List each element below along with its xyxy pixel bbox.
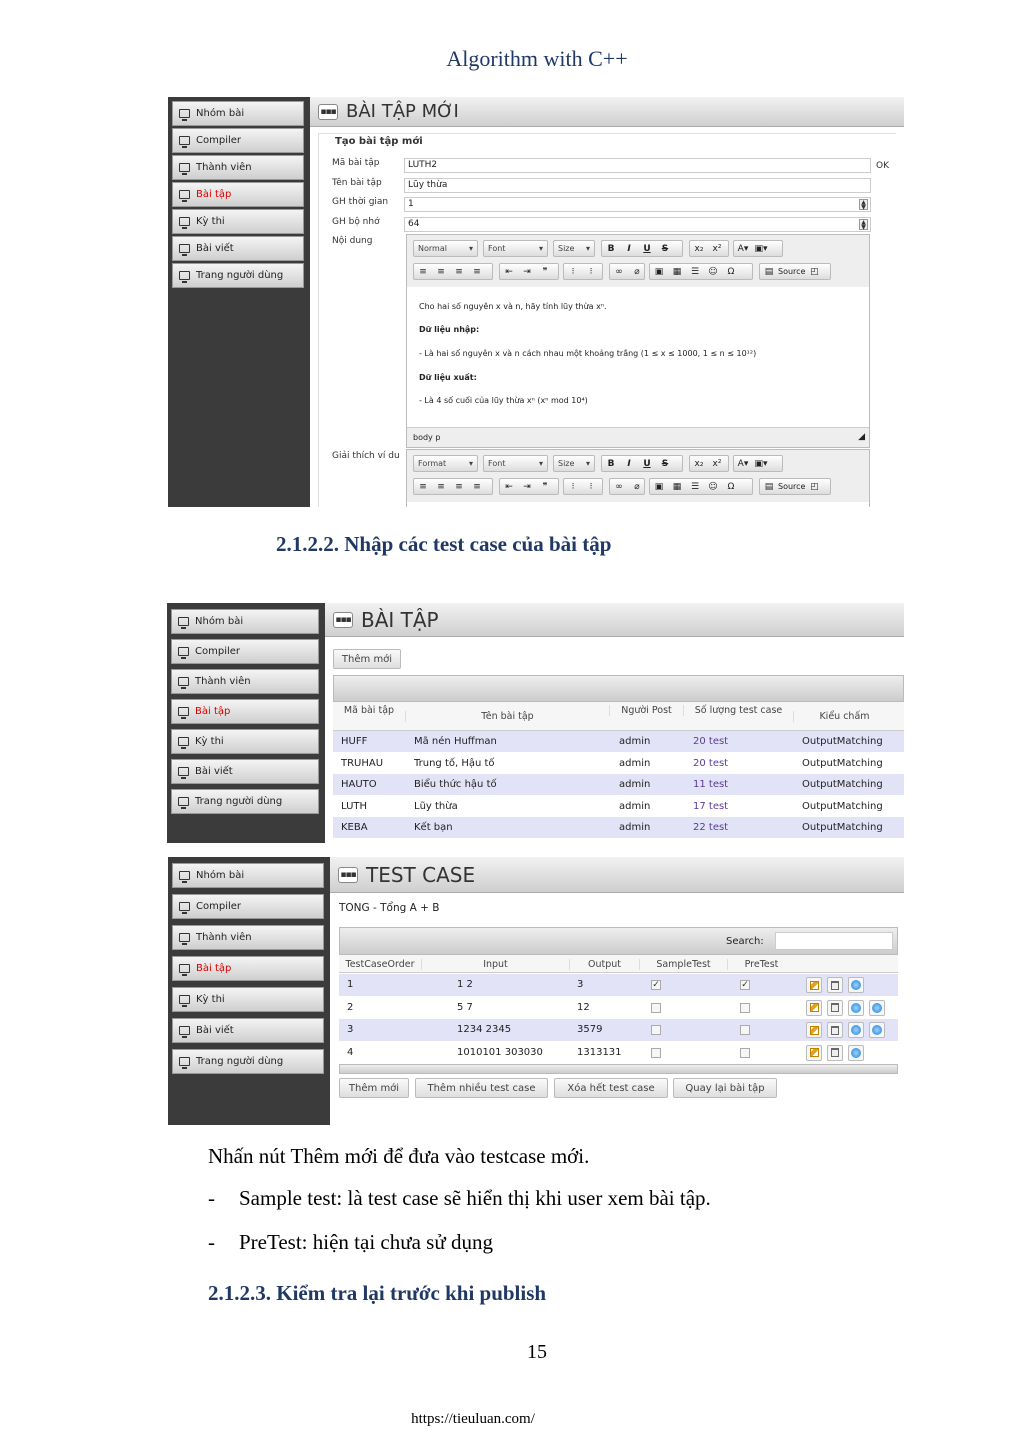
sidebar	[167, 603, 325, 843]
smiley-icon[interactable]: ☺	[708, 481, 718, 492]
table-icon[interactable]: ▦	[672, 266, 682, 277]
monitor-icon	[178, 737, 189, 746]
text-style-group[interactable]	[601, 455, 683, 472]
testcase-table-body	[339, 974, 898, 1064]
color-group[interactable]	[733, 240, 783, 257]
move-icon[interactable]	[848, 1045, 864, 1061]
table-row[interactable]	[333, 753, 904, 774]
sidebar-item[interactable]	[172, 863, 324, 888]
section-heading: 2.1.2.2. Nhập các test case của bài tập	[276, 532, 612, 556]
font-select[interactable]: Font ▾	[483, 455, 548, 472]
sidebar-item[interactable]	[171, 729, 319, 754]
sample-test-checkbox[interactable]: ✓	[652, 980, 660, 990]
column-header[interactable]: Input	[421, 959, 569, 970]
table-row[interactable]	[339, 974, 898, 996]
table-cell: OutputMatching	[802, 779, 883, 790]
numbered-list-icon[interactable]: ⁝	[571, 266, 575, 277]
table-row[interactable]	[333, 796, 904, 817]
sidebar-item[interactable]	[172, 925, 324, 950]
delete-icon[interactable]	[827, 977, 843, 993]
indent-group[interactable]	[499, 478, 559, 495]
exercise-name-input[interactable]: Lũy thừa	[404, 178, 871, 193]
input-cell: 1234 2345	[457, 1024, 512, 1035]
sidebar-item[interactable]	[171, 699, 319, 724]
monitor-icon	[179, 163, 190, 172]
testcase-count-link[interactable]: 20 test	[693, 736, 729, 747]
monitor-icon	[179, 964, 190, 973]
smiley-icon[interactable]: ☺	[708, 266, 718, 277]
monitor-icon	[179, 1057, 190, 1066]
sidebar-item-label: Compiler	[196, 901, 242, 912]
monitor-icon	[179, 902, 190, 911]
editor-toolbar	[407, 235, 869, 287]
field-label-name: Tên bài tập	[332, 178, 382, 188]
table-row[interactable]	[333, 774, 904, 795]
monitor-icon	[179, 995, 190, 1004]
delete-icon[interactable]	[827, 1022, 843, 1038]
table-cell: HAUTO	[341, 779, 377, 790]
sidebar-item[interactable]	[171, 609, 319, 634]
bg-color-icon[interactable]: ▣▾	[754, 458, 768, 469]
image-icon[interactable]: ▣	[654, 481, 664, 492]
bullet-dash: -	[208, 1186, 215, 1210]
monitor-icon	[179, 933, 190, 942]
image-icon[interactable]: ▣	[654, 266, 664, 277]
sidebar-item-label: Thành viên	[196, 162, 252, 173]
add-new-button[interactable]: Thêm mới	[333, 649, 401, 669]
indent-icon[interactable]: ⇥	[523, 266, 531, 277]
column-header[interactable]: Output	[569, 959, 639, 970]
bullet-item: PreTest: hiện tại chưa sử dụng	[239, 1230, 493, 1254]
column-header[interactable]: PreTest	[727, 959, 795, 970]
sidebar-item[interactable]	[171, 639, 319, 664]
pre-test-checkbox[interactable]: ✓	[741, 980, 749, 990]
ok-indicator: OK	[876, 161, 889, 171]
sidebar-item-label: Trang người dùng	[196, 1056, 284, 1067]
page-title: BÀI TẬP MỚI	[346, 101, 459, 122]
format-select[interactable]: Format ▾	[413, 455, 478, 472]
order-cell: 4	[347, 1046, 354, 1058]
element-path: body p	[413, 433, 441, 442]
align-group[interactable]	[413, 263, 493, 280]
table-row[interactable]	[333, 731, 904, 752]
sidebar-item-label: Trang người dùng	[195, 796, 283, 807]
memory-limit-input[interactable]: 64 ▲ ▼	[404, 217, 871, 232]
align-right-icon[interactable]: ≡	[455, 481, 463, 492]
align-left-icon[interactable]: ≡	[419, 266, 427, 277]
sidebar-item[interactable]	[172, 1018, 324, 1043]
field-label-code: Mã bài tập	[332, 158, 380, 168]
order-cell: 2	[347, 1001, 354, 1013]
exercise-table-body	[333, 731, 904, 839]
monitor-icon	[179, 109, 190, 118]
sidebar-item-label: Bài viết	[196, 1025, 234, 1036]
source-button[interactable]: ▤ Source ◰	[759, 478, 831, 495]
monitor-icon	[178, 707, 189, 716]
grid-icon: ▪▪▪	[338, 867, 358, 883]
strike-icon[interactable]: S	[661, 458, 669, 469]
bullet-list-icon[interactable]: ⁝	[589, 266, 593, 277]
justify-icon[interactable]: ≡	[473, 481, 481, 492]
link-icon[interactable]: ∞	[615, 481, 623, 492]
example-editor[interactable]	[406, 449, 870, 507]
table-cell: Kết bạn	[414, 822, 453, 833]
align-group[interactable]	[413, 478, 493, 495]
sample-test-checkbox[interactable]	[651, 1025, 661, 1035]
table-cell: OutputMatching	[802, 757, 883, 769]
table-cell: LUTH	[341, 800, 368, 812]
content-editor[interactable]	[406, 234, 870, 448]
editor-statusbar	[407, 427, 869, 447]
sidebar-item-label: Nhóm bài	[196, 870, 245, 881]
output-cell: 1313131	[577, 1046, 622, 1058]
testcase-count-link[interactable]: 20 test	[693, 757, 729, 769]
edit-icon[interactable]	[806, 1045, 822, 1061]
grid-icon: ▪▪▪	[333, 612, 353, 628]
sidebar-item[interactable]	[172, 1049, 324, 1074]
resize-handle-icon[interactable]: ◢	[858, 432, 865, 442]
size-select[interactable]: Size ▾	[553, 240, 595, 257]
field-label-example: Giải thích ví du	[332, 451, 400, 461]
search-label: Search:	[726, 936, 764, 947]
delete-all-testcases-button[interactable]: Xóa hết test case	[554, 1078, 668, 1098]
unlink-icon[interactable]: ⌀	[634, 481, 640, 492]
table-footer	[339, 1064, 898, 1074]
testcase-count-link[interactable]: 22 test	[693, 822, 729, 833]
screenshot-new-exercise	[168, 97, 904, 507]
testcase-count-link[interactable]: 11 test	[693, 779, 729, 790]
sidebar-item-label: Bài viết	[195, 766, 233, 777]
table-cell: KEBA	[341, 822, 368, 833]
italic-icon[interactable]: I	[627, 458, 631, 469]
table-cell: admin	[619, 779, 651, 790]
sidebar-item[interactable]	[172, 987, 324, 1012]
format-select[interactable]: Normal ▾	[413, 240, 478, 257]
page-number: 15	[527, 1341, 547, 1363]
back-to-exercise-button[interactable]: Quay lại bài tập	[673, 1078, 777, 1098]
spinner-icon[interactable]: ▲ ▼	[859, 199, 868, 210]
sample-test-checkbox[interactable]	[651, 1048, 661, 1058]
table-cell: HUFF	[341, 736, 368, 747]
table-cell: Lũy thừa	[414, 800, 458, 812]
editor-line: Dữ liệu xuất:	[419, 373, 477, 382]
sample-test-checkbox[interactable]	[651, 1003, 661, 1013]
align-left-icon[interactable]: ≡	[419, 481, 427, 492]
special-char-icon[interactable]: Ω	[727, 266, 735, 277]
table-cell: OutputMatching	[802, 800, 883, 812]
column-header[interactable]: Kiểu chấm	[793, 711, 895, 722]
underline-icon[interactable]: U	[643, 243, 651, 254]
pre-test-checkbox[interactable]	[740, 1003, 750, 1013]
spinner-icon[interactable]: ▲ ▼	[859, 219, 868, 230]
link-group[interactable]	[609, 263, 645, 280]
subscript-icon[interactable]: x₂	[694, 243, 704, 254]
strike-icon[interactable]: S	[661, 243, 669, 254]
superscript-icon[interactable]: x²	[712, 243, 722, 254]
sidebar-item-label: Bài tập	[195, 706, 231, 717]
align-right-icon[interactable]: ≡	[455, 266, 463, 277]
indent-icon[interactable]: ⇥	[523, 481, 531, 492]
table-cell: admin	[619, 757, 651, 769]
sidebar	[168, 857, 330, 1125]
text-color-icon[interactable]: A▾	[737, 243, 749, 254]
sidebar-item-label: Compiler	[196, 135, 242, 146]
input-cell: 1 2	[457, 979, 473, 990]
monitor-icon	[178, 767, 189, 776]
form-legend: Tạo bài tập mới	[335, 136, 423, 147]
time-limit-input[interactable]: 1 ▲ ▼	[404, 197, 871, 212]
font-select[interactable]: Font ▾	[483, 240, 548, 257]
text-color-icon[interactable]: A▾	[737, 458, 749, 469]
table-cell: OutputMatching	[802, 736, 883, 747]
sidebar-item-label: Nhóm bài	[196, 108, 245, 119]
bullet-list-icon[interactable]: ⁝	[589, 481, 593, 492]
insert-group[interactable]	[649, 478, 753, 495]
superscript-icon[interactable]: x²	[712, 458, 722, 469]
field-label-memory: GH bộ nhớ	[332, 217, 380, 227]
numbered-list-icon[interactable]: ⁝	[571, 481, 575, 492]
sidebar-item[interactable]	[172, 263, 304, 288]
source-button[interactable]: ▤ Source ◰	[759, 263, 831, 280]
outdent-icon[interactable]: ⇤	[505, 266, 513, 277]
sidebar-item[interactable]	[172, 894, 324, 919]
special-char-icon[interactable]: Ω	[727, 481, 735, 492]
hr-icon[interactable]: ☰	[690, 481, 700, 492]
column-header[interactable]: Số lượng test case	[683, 705, 793, 716]
order-cell: 3	[347, 1024, 354, 1035]
section-heading: 2.1.2.3. Kiểm tra lại trước khi publish	[208, 1281, 547, 1305]
order-cell: 1	[347, 979, 354, 990]
search-input[interactable]	[775, 932, 893, 950]
move-icon[interactable]	[848, 977, 864, 993]
sidebar-item-label: Compiler	[195, 646, 241, 657]
table-toolbar	[333, 675, 904, 702]
insert-group[interactable]	[649, 263, 753, 280]
monitor-icon	[179, 271, 190, 280]
move-icon[interactable]	[869, 1000, 885, 1016]
sidebar	[168, 97, 310, 507]
edit-icon[interactable]	[806, 1000, 822, 1016]
field-label-content: Nội dung	[332, 236, 373, 246]
underline-icon[interactable]: U	[643, 458, 651, 469]
monitor-icon	[178, 677, 189, 686]
move-icon[interactable]	[848, 1022, 864, 1038]
table-cell: OutputMatching	[802, 822, 883, 833]
sidebar-item-label: Trang người dùng	[196, 270, 284, 281]
color-group[interactable]	[733, 455, 783, 472]
table-cell: Mã nén Huffman	[414, 736, 497, 747]
page-title: BÀI TẬP	[361, 607, 439, 632]
table-row[interactable]	[339, 1019, 898, 1041]
sidebar-item[interactable]	[172, 101, 304, 126]
blockquote-icon[interactable]: ❞	[542, 481, 548, 492]
table-cell: admin	[619, 736, 651, 747]
table-icon[interactable]: ▦	[672, 481, 682, 492]
sidebar-item-label: Bài tập	[196, 963, 232, 974]
editor-line: - Là hai số nguyên x và n cách nhau một khoảng trắng (1 ≤ x ≤ 1000, 1 ≤ n ≤ 10¹²)	[419, 349, 757, 358]
add-many-testcases-button[interactable]: Thêm nhiều test case	[415, 1078, 548, 1098]
bullet-dash: -	[208, 1230, 215, 1254]
table-row[interactable]	[333, 817, 904, 838]
exercise-subtitle: TONG - Tổng A + B	[339, 902, 440, 914]
screenshot-test-case	[168, 857, 904, 1125]
monitor-icon	[178, 797, 189, 806]
sidebar-item-label: Thành viên	[196, 932, 252, 943]
source-icon: ▤	[764, 481, 774, 492]
add-testcase-button[interactable]: Thêm mới	[339, 1078, 409, 1098]
monitor-icon	[179, 136, 190, 145]
outdent-icon[interactable]: ⇤	[505, 481, 513, 492]
title-bar	[330, 857, 904, 893]
source-icon: ▤	[764, 266, 774, 277]
sidebar-item[interactable]	[171, 759, 319, 784]
sidebar-item[interactable]	[172, 155, 304, 180]
list-group[interactable]	[563, 263, 603, 280]
monitor-icon	[178, 617, 189, 626]
title-bar	[325, 603, 904, 637]
monitor-icon	[179, 1026, 190, 1035]
editor-line: Cho hai số nguyên x và n, hãy tính lũy thừa xⁿ.	[419, 302, 607, 311]
bold-icon[interactable]: B	[607, 243, 615, 254]
table-cell: admin	[619, 822, 651, 833]
table-row[interactable]	[339, 1042, 898, 1064]
unlink-icon[interactable]: ⌀	[634, 266, 640, 277]
bullet-item: Sample test: là test case sẽ hiển thị khi user xem bài tập.	[239, 1186, 711, 1210]
table-cell: Biểu thức hậu tố	[414, 779, 497, 790]
column-header[interactable]: Tên bài tập	[405, 711, 609, 722]
sidebar-item[interactable]	[172, 182, 304, 207]
hr-icon[interactable]: ☰	[690, 266, 700, 277]
sidebar-item-label: Bài viết	[196, 243, 234, 254]
sidebar-item-label: Kỳ thi	[196, 994, 225, 1005]
sidebar-item-label: Bài tập	[196, 189, 232, 200]
move-icon[interactable]	[848, 1000, 864, 1016]
sidebar-item[interactable]	[171, 669, 319, 694]
page-title: TEST CASE	[366, 862, 476, 887]
table-toolbar	[339, 927, 898, 955]
editor-line: - Là 4 số cuối của lũy thừa xⁿ (xⁿ mod 10⁴)	[419, 396, 588, 405]
output-cell: 12	[577, 1001, 590, 1013]
page-header-title: Algorithm with C++	[446, 46, 628, 71]
monitor-icon	[179, 871, 190, 880]
pre-test-checkbox[interactable]	[740, 1048, 750, 1058]
monitor-icon	[179, 244, 190, 253]
sidebar-item-label: Thành viên	[195, 676, 251, 687]
sidebar-item-label: Nhóm bài	[195, 616, 244, 627]
size-select[interactable]: Size ▾	[553, 455, 595, 472]
link-icon[interactable]: ∞	[615, 266, 623, 277]
edit-icon[interactable]	[806, 977, 822, 993]
table-cell: TRUHAU	[341, 757, 384, 769]
bold-icon[interactable]: B	[607, 458, 615, 469]
table-cell: Trung tố, Hậu tố	[414, 757, 495, 769]
align-center-icon[interactable]: ≡	[437, 481, 445, 492]
sidebar-item-label: Kỳ thi	[195, 736, 224, 747]
paragraph: Nhấn nút Thêm mới để đưa vào testcase mới.	[208, 1144, 590, 1168]
column-header[interactable]: Người Post	[609, 705, 683, 716]
monitor-icon	[179, 217, 190, 226]
sidebar-item[interactable]	[172, 128, 304, 153]
sidebar-item[interactable]	[172, 236, 304, 261]
sidebar-item[interactable]	[171, 789, 319, 814]
bg-color-icon[interactable]: ▣▾	[754, 243, 768, 254]
grid-icon: ▪▪▪	[318, 104, 338, 120]
script-group[interactable]	[689, 240, 729, 257]
screenshot-exercise-list	[167, 603, 904, 843]
column-header[interactable]: TestCaseOrder	[345, 959, 415, 970]
input-cell: 5 7	[457, 1001, 473, 1013]
move-icon[interactable]	[869, 1022, 885, 1038]
subscript-icon[interactable]: x₂	[694, 458, 704, 469]
field-label-time: GH thời gian	[332, 197, 389, 207]
column-header[interactable]: Mã bài tập	[343, 705, 395, 716]
preview-icon[interactable]: ◰	[810, 481, 819, 492]
sidebar-item[interactable]	[172, 956, 324, 981]
text-style-group[interactable]	[601, 240, 683, 257]
italic-icon[interactable]: I	[627, 243, 631, 254]
edit-icon[interactable]	[806, 1022, 822, 1038]
column-header[interactable]: SampleTest	[639, 959, 727, 970]
link-group[interactable]	[609, 478, 645, 495]
justify-icon[interactable]: ≡	[473, 266, 481, 277]
monitor-icon	[179, 190, 190, 199]
monitor-icon	[178, 647, 189, 656]
pre-test-checkbox[interactable]	[740, 1025, 750, 1035]
output-cell: 3579	[577, 1024, 603, 1035]
indent-group[interactable]	[499, 263, 559, 280]
script-group[interactable]	[689, 455, 729, 472]
sidebar-item[interactable]	[172, 209, 304, 234]
table-row[interactable]	[339, 997, 898, 1019]
list-group[interactable]	[563, 478, 603, 495]
align-center-icon[interactable]: ≡	[437, 266, 445, 277]
input-cell: 1010101 303030	[457, 1046, 543, 1058]
testcase-count-link[interactable]: 17 test	[693, 800, 729, 812]
preview-icon[interactable]: ◰	[810, 266, 819, 277]
sidebar-item-label: Kỳ thi	[196, 216, 225, 227]
table-header	[339, 955, 898, 973]
delete-icon[interactable]	[827, 1000, 843, 1016]
output-cell: 3	[577, 979, 584, 990]
delete-icon[interactable]	[827, 1045, 843, 1061]
exercise-code-input[interactable]: LUTH2	[404, 158, 871, 173]
footer-url: https://tieuluan.com/	[411, 1411, 535, 1427]
title-bar	[310, 97, 904, 127]
editor-toolbar	[407, 450, 869, 502]
blockquote-icon[interactable]: ❞	[542, 266, 548, 277]
table-header	[333, 702, 904, 731]
table-cell: admin	[619, 800, 651, 812]
editor-line: Dữ liệu nhập:	[419, 325, 480, 334]
